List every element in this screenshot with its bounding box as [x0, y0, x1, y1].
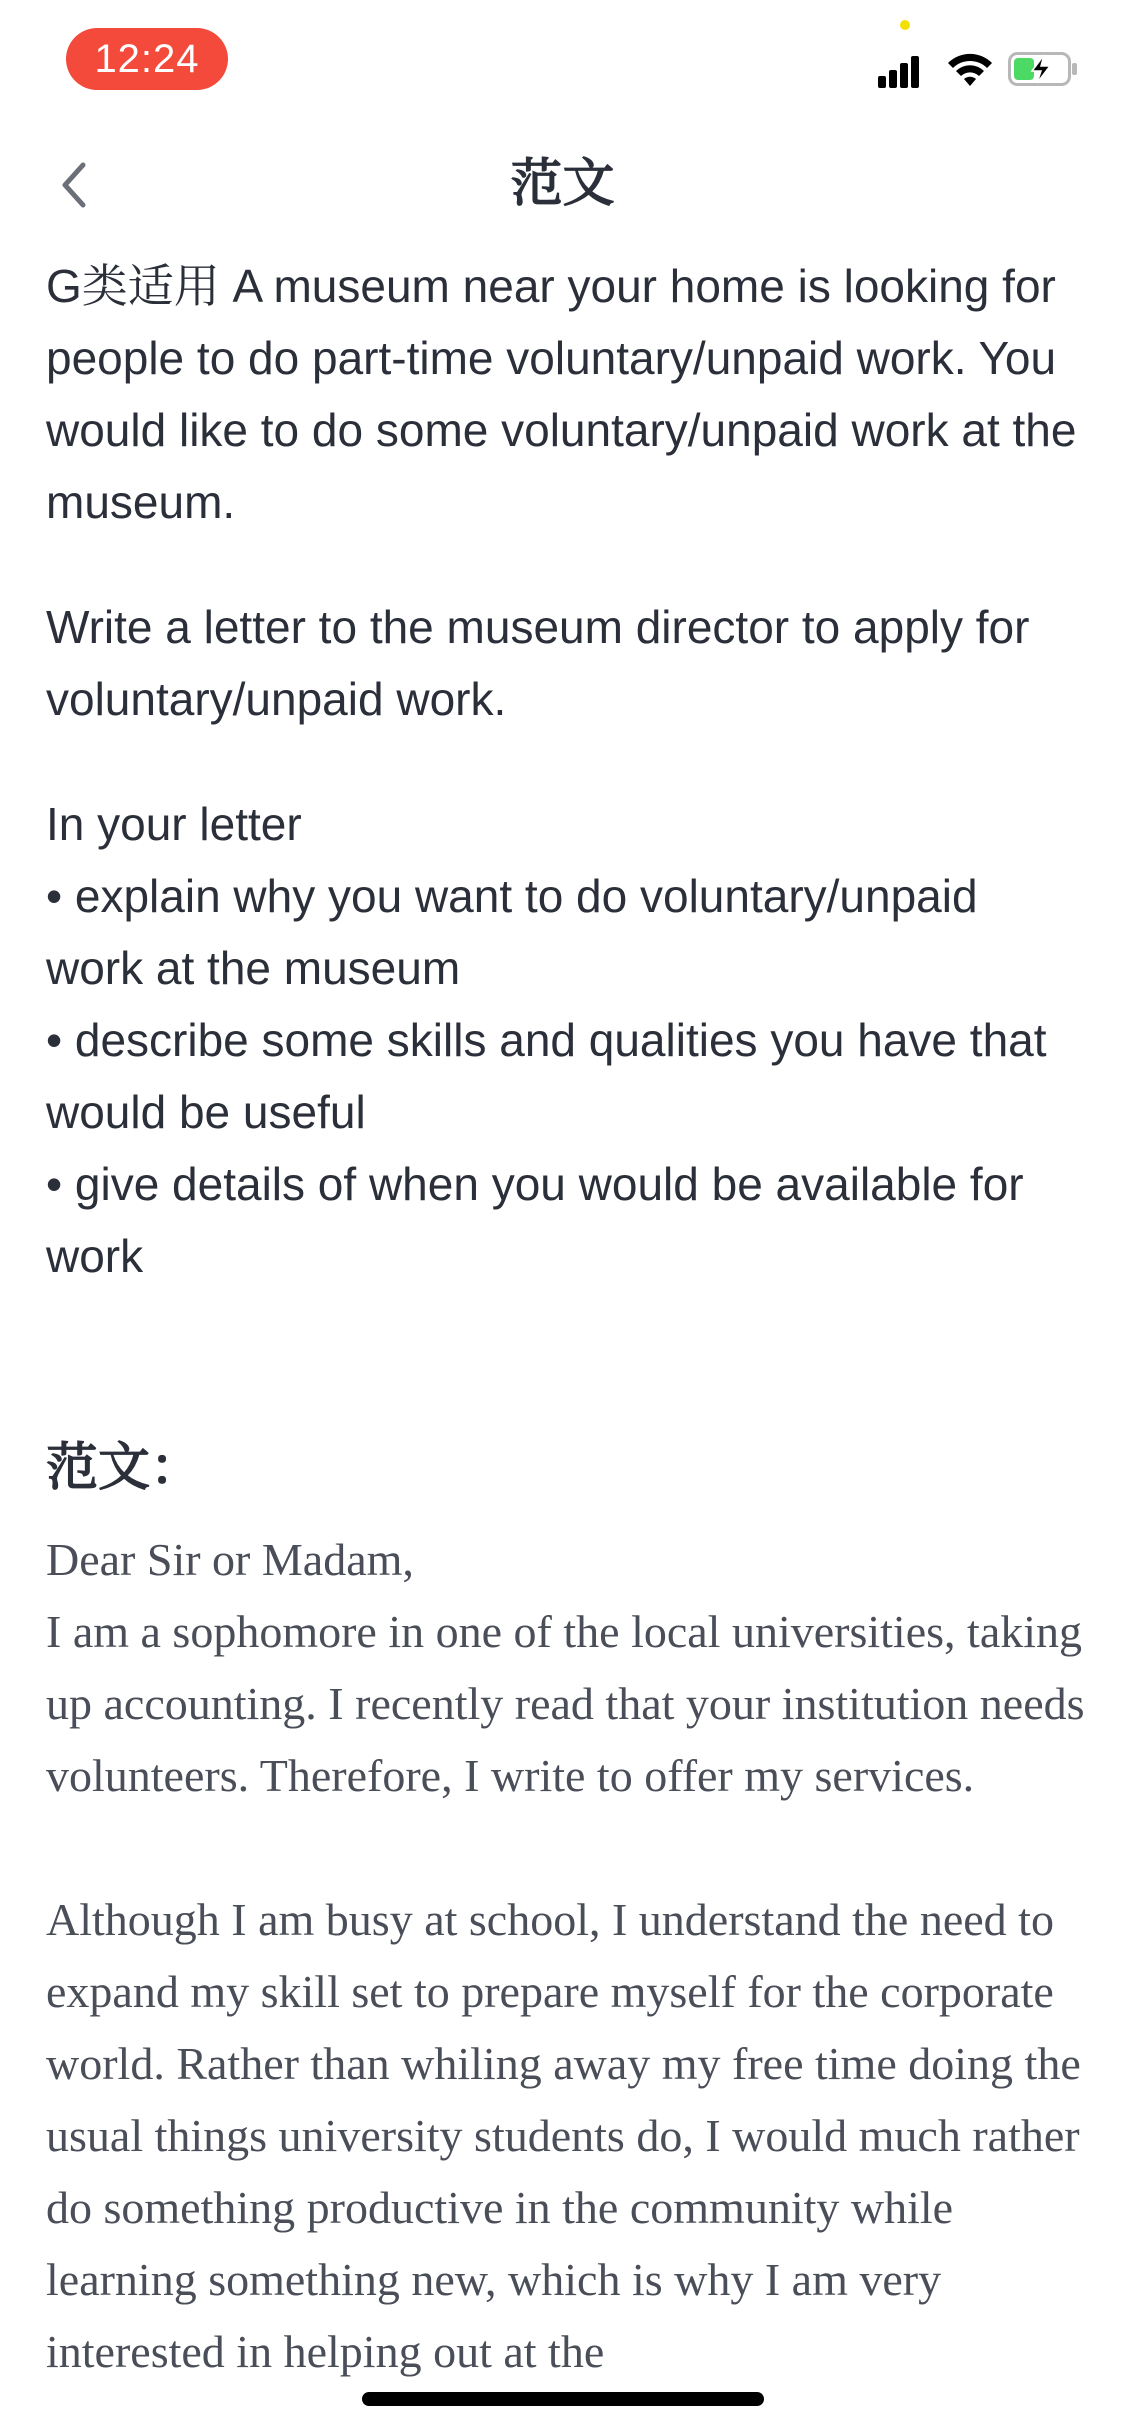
- essay-paragraph: Although I am busy at school, I understand the need to expand my skill set to prepare myself for the corporate world. Rather than whiling away my free time doing the usual things university students do, I would much rather do something productive in the community while learning something new, which is why I am very interested in helping out at the: [46, 1894, 1081, 2377]
- sample-heading: 范文：: [46, 1439, 203, 1497]
- sample-essay: [46, 1524, 1086, 2388]
- prompt-paragraph: Write a letter to the museum director to apply for voluntary/unpaid work.: [46, 601, 1030, 725]
- essay-paragraph: I am a sophomore in one of the local universities, taking up accounting. I recently read that your institution needs volunteers. Therefore, I write to offer my services.: [46, 1606, 1085, 1801]
- prompt-list-intro: In your letter: [46, 798, 302, 850]
- status-bar: [0, 0, 1125, 120]
- signal-icon: [878, 56, 920, 88]
- mic-indicator-dot: [900, 20, 910, 30]
- prompt-list-item: • describe some skills and qualities you have that would be useful: [46, 1014, 1047, 1138]
- article-content: [46, 250, 1086, 2388]
- home-indicator[interactable]: [362, 2392, 764, 2406]
- wifi-icon: [946, 50, 994, 88]
- essay-salutation: Dear Sir or Madam,: [46, 1534, 414, 1585]
- paragraph-spacer: [46, 1812, 1086, 1884]
- status-time: 12:24: [66, 28, 228, 90]
- prompt-paragraph: G类适用 A museum near your home is looking for people to do part-time voluntary/unpaid work. You would like to do some voluntary/unpaid work at the museum.: [46, 260, 1077, 528]
- page-title: 范文: [510, 155, 615, 213]
- battery-charging-icon: [1008, 52, 1078, 86]
- prompt-list-item: • explain why you want to do voluntary/unpaid work at the museum: [46, 870, 978, 994]
- prompt-list-item: • give details of when you would be available for work: [46, 1158, 1024, 1282]
- task-prompt: [46, 250, 1086, 1292]
- nav-bar: [0, 130, 1125, 240]
